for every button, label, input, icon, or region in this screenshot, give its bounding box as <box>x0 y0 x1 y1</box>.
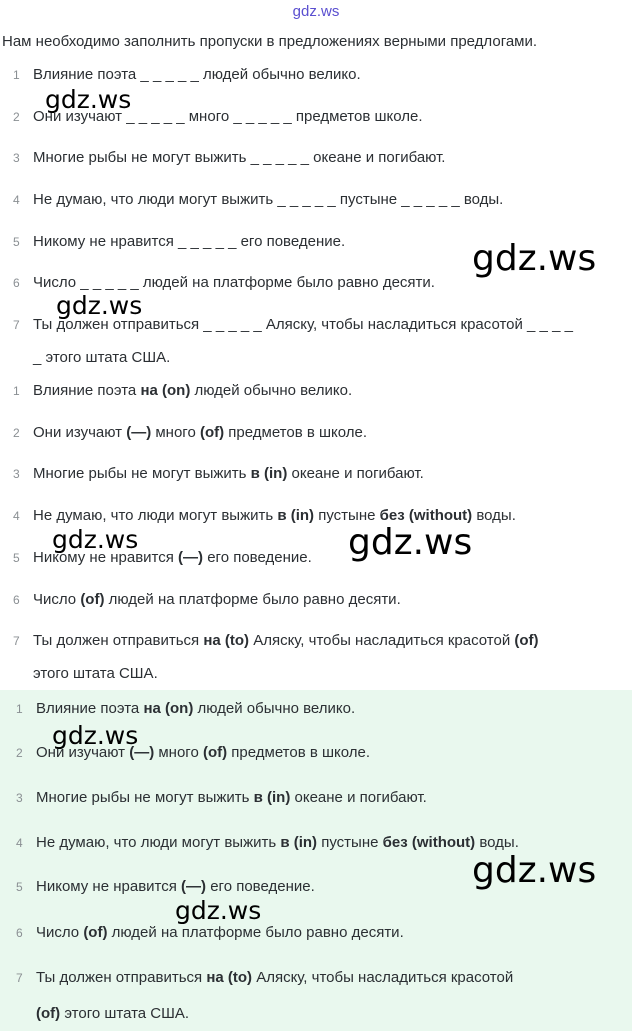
watermark: gdz.ws <box>175 896 262 925</box>
site-header-link[interactable]: gdz.ws <box>292 3 340 20</box>
task-instruction: Нам необходимо заполнить пропуски в предложениях верными предлогами. <box>2 33 538 50</box>
watermark: gdz.ws <box>52 721 139 750</box>
watermark: gdz.ws <box>472 238 597 279</box>
watermark: gdz.ws <box>348 522 473 563</box>
watermark: gdz.ws <box>45 85 132 114</box>
watermark: gdz.ws <box>56 291 143 320</box>
answer-panel: 1 Влияние поэта на (on) людей обычно велико. 2 Они изучают (—) много (of) предметов в школе. 3 Многие рыбы не могут выжить в (in) океане и погибают. 4 Не думаю, что люди могут выжить в (in) пустыне без (without) воды. 5 Никому не нравится (—) его поведение. 6 Число (of) людей на платформе было равно десяти. 7 Ты должен отправиться на (to) Аляску, чтобы насладиться красотой (of) этого штата США. <box>0 690 632 1031</box>
watermark: gdz.ws <box>52 525 139 554</box>
watermark: gdz.ws <box>472 850 597 891</box>
